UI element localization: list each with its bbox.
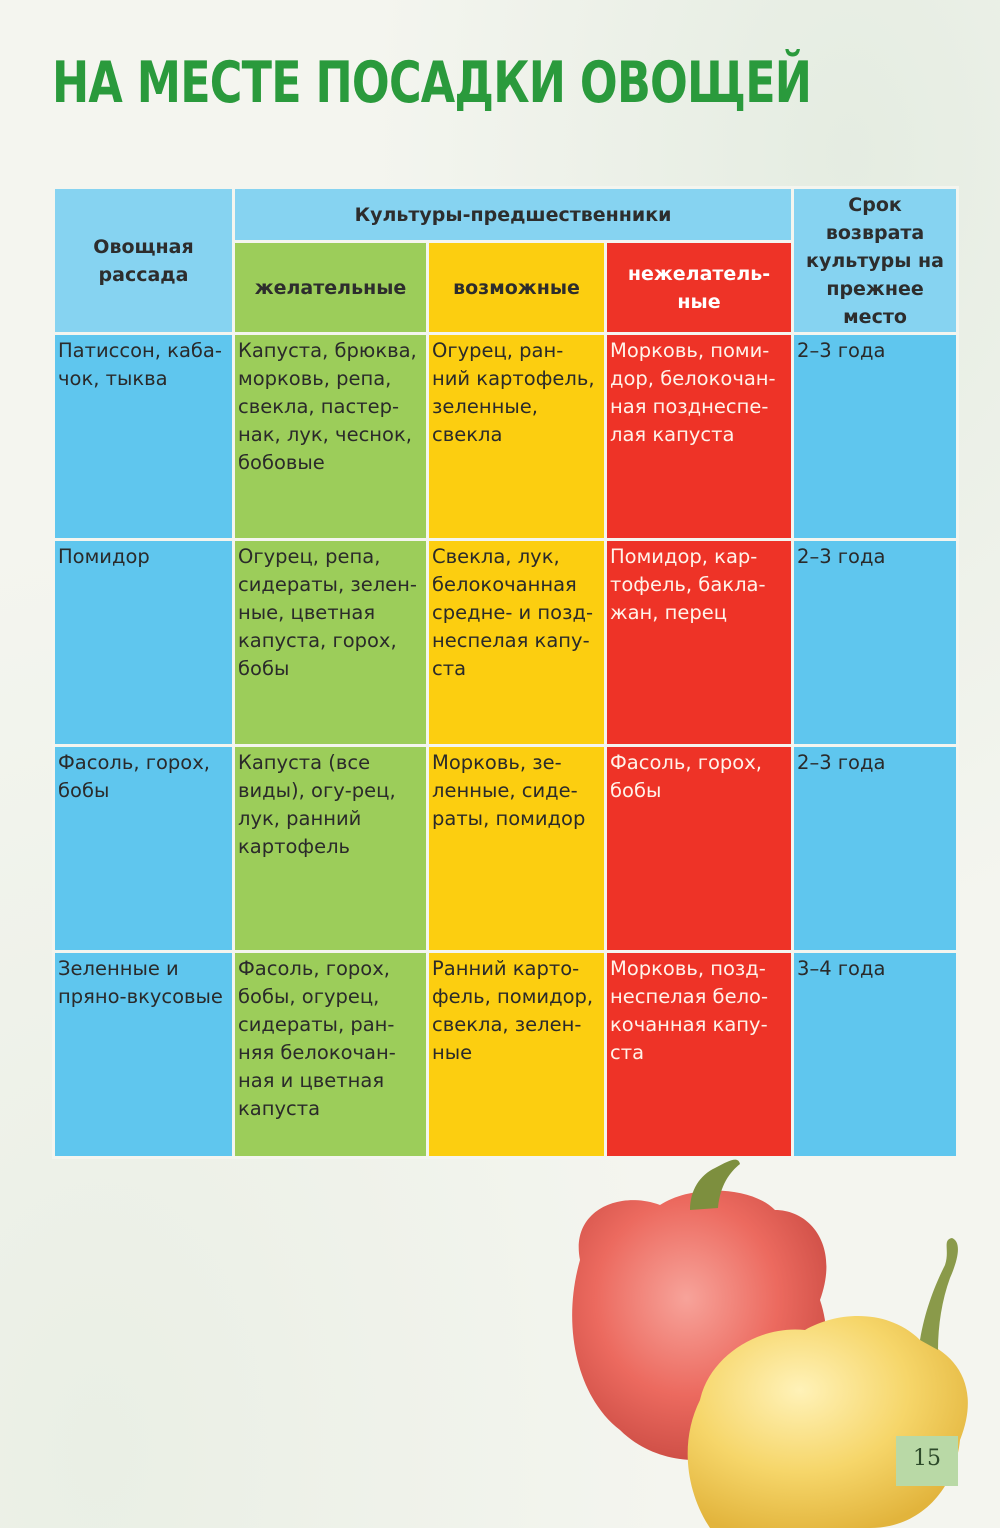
table-row xyxy=(54,540,958,746)
cell-return-period: 3–4 года xyxy=(793,952,958,1158)
cell-possible: Свекла, лук, белокочанная средне- и позд-неспелая капу-ста xyxy=(428,540,606,746)
cell-possible: Ранний карто-фель, помидор, свекла, зелен-ные xyxy=(428,952,606,1158)
header-seedling: Овощная рассада xyxy=(54,188,234,334)
crop-rotation-table xyxy=(52,186,959,1159)
header-desirable: желательные xyxy=(234,242,428,334)
cell-return-period: 2–3 года xyxy=(793,334,958,540)
table-row xyxy=(54,334,958,540)
cell-desirable: Огурец, репа, сидераты, зелен-ные, цветная капуста, горох, бобы xyxy=(234,540,428,746)
cell-seedling: Патиссон, каба-чок, тыква xyxy=(54,334,234,540)
page-title: НА МЕСТЕ ПОСАДКИ ОВОЩЕЙ xyxy=(52,50,812,116)
cell-seedling: Помидор xyxy=(54,540,234,746)
header-predecessors: Культуры-предшественники xyxy=(234,188,793,242)
cell-undesirable: Морковь, позд-неспелая бело-кочанная капу-ста xyxy=(606,952,793,1158)
cell-return-period: 2–3 года xyxy=(793,540,958,746)
cell-undesirable: Морковь, поми-дор, белокочан-ная позднеспе-лая капуста xyxy=(606,334,793,540)
header-possible: возможные xyxy=(428,242,606,334)
cell-desirable: Фасоль, горох, бобы, огурец, сидераты, ран-няя белокочан-ная и цветная капуста xyxy=(234,952,428,1158)
cell-seedling: Фасоль, горох, бобы xyxy=(54,746,234,952)
table-row xyxy=(54,952,958,1158)
cell-undesirable: Помидор, кар-тофель, бакла-жан, перец xyxy=(606,540,793,746)
cell-desirable: Капуста (все виды), огу-рец, лук, ранний картофель xyxy=(234,746,428,952)
header-undesirable: нежелатель-ные xyxy=(606,242,793,334)
cell-seedling: Зеленные и пряно-вкусовые xyxy=(54,952,234,1158)
cell-possible: Огурец, ран-ний картофель, зеленные, свекла xyxy=(428,334,606,540)
header-return-period: Срок возврата культуры на прежнее место xyxy=(793,188,958,334)
cell-desirable: Капуста, брюква, морковь, репа, свекла, пастер-нак, лук, чеснок, бобовые xyxy=(234,334,428,540)
page-number: 15 xyxy=(896,1436,958,1486)
yellow-pepper-stem xyxy=(920,1238,958,1350)
cell-return-period: 2–3 года xyxy=(793,746,958,952)
table-row xyxy=(54,746,958,952)
cell-undesirable: Фасоль, горох, бобы xyxy=(606,746,793,952)
cell-possible: Морковь, зе-ленные, сиде-раты, помидор xyxy=(428,746,606,952)
